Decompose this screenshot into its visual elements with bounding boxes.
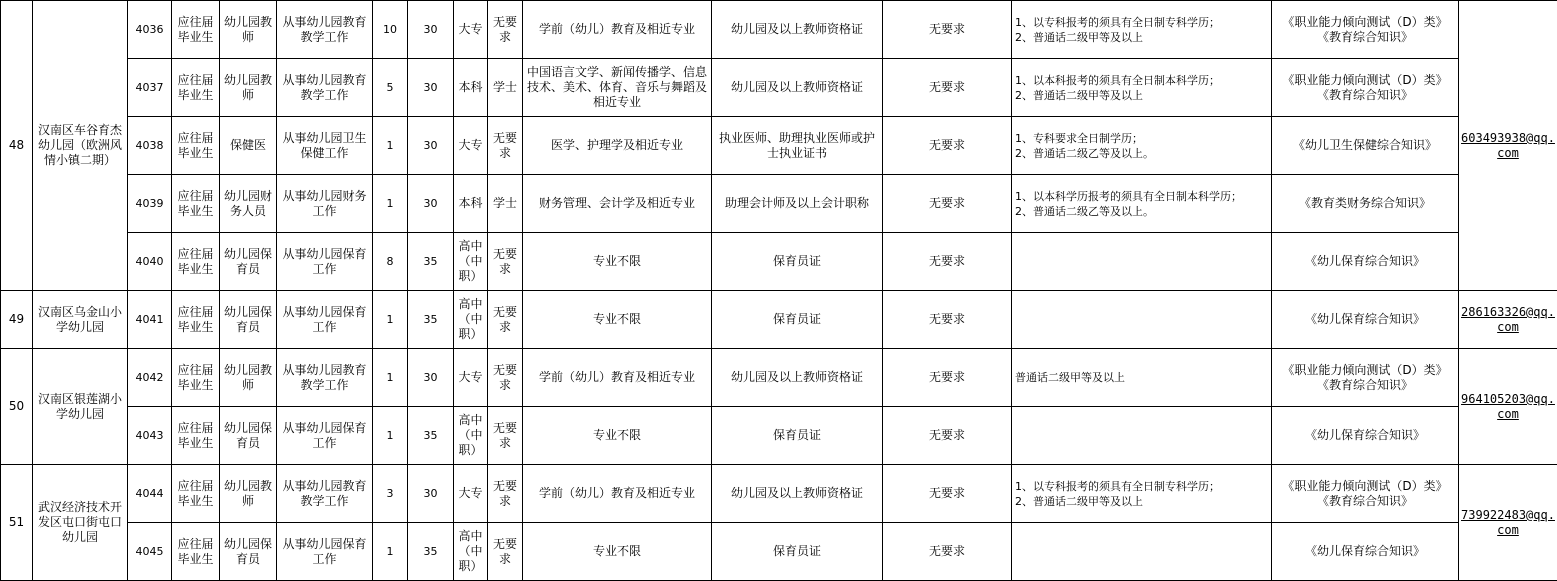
education: 高中（中职） <box>454 523 488 581</box>
exam-subject: 《教育类财务综合知识》 <box>1272 175 1459 233</box>
age-limit: 30 <box>408 117 454 175</box>
contact-email[interactable]: 964105203@qq.com <box>1459 349 1557 465</box>
education: 大专 <box>454 117 488 175</box>
post-code: 4040 <box>128 233 172 291</box>
headcount: 5 <box>373 59 408 117</box>
age-limit: 30 <box>408 1 454 59</box>
major: 医学、护理学及相近专业 <box>523 117 712 175</box>
education: 本科 <box>454 175 488 233</box>
table-row <box>1 523 1557 581</box>
headcount: 1 <box>373 349 408 407</box>
certificate: 幼儿园及以上教师资格证 <box>712 465 883 523</box>
education: 大专 <box>454 1 488 59</box>
post-code: 4041 <box>128 291 172 349</box>
headcount: 1 <box>373 523 408 581</box>
major: 财务管理、会计学及相近专业 <box>523 175 712 233</box>
degree: 无要求 <box>488 407 523 465</box>
duty: 从事幼儿园教育教学工作 <box>277 465 373 523</box>
candidate-type: 应往届毕业生 <box>172 407 220 465</box>
age-limit: 30 <box>408 59 454 117</box>
headcount: 1 <box>373 175 408 233</box>
table-row <box>1 1 1557 59</box>
position-name: 幼儿园保育员 <box>220 291 277 349</box>
other-requirements <box>1012 291 1272 349</box>
post-code: 4037 <box>128 59 172 117</box>
exam-subject: 《职业能力倾向测试（D）类》《教育综合知识》 <box>1272 349 1459 407</box>
table-row <box>1 407 1557 465</box>
headcount: 3 <box>373 465 408 523</box>
exam-subject: 《职业能力倾向测试（D）类》《教育综合知识》 <box>1272 465 1459 523</box>
age-limit: 30 <box>408 175 454 233</box>
age-limit: 35 <box>408 523 454 581</box>
duty: 从事幼儿园保育工作 <box>277 407 373 465</box>
candidate-type: 应往届毕业生 <box>172 233 220 291</box>
certificate: 执业医师、助理执业医师或护士执业证书 <box>712 117 883 175</box>
education: 高中（中职） <box>454 407 488 465</box>
other-requirements <box>1012 233 1272 291</box>
certificate: 保育员证 <box>712 523 883 581</box>
degree: 无要求 <box>488 349 523 407</box>
contact-email[interactable]: 603493938@qq.com <box>1459 1 1557 291</box>
education: 高中（中职） <box>454 291 488 349</box>
exam-subject: 《幼儿保育综合知识》 <box>1272 291 1459 349</box>
candidate-type: 应往届毕业生 <box>172 1 220 59</box>
headcount: 10 <box>373 1 408 59</box>
table-row <box>1 59 1557 117</box>
exam-subject: 《幼儿保育综合知识》 <box>1272 407 1459 465</box>
age-limit: 35 <box>408 407 454 465</box>
major: 学前（幼儿）教育及相近专业 <box>523 465 712 523</box>
degree: 无要求 <box>488 233 523 291</box>
unit-name: 汉南区银莲湖小学幼儿园 <box>33 349 128 465</box>
other-requirements <box>1012 523 1272 581</box>
candidate-type: 应往届毕业生 <box>172 349 220 407</box>
candidate-type: 应往届毕业生 <box>172 291 220 349</box>
certificate: 幼儿园及以上教师资格证 <box>712 349 883 407</box>
exam-subject: 《职业能力倾向测试（D）类》《教育综合知识》 <box>1272 1 1459 59</box>
unit-name: 汉南区乌金山小学幼儿园 <box>33 291 128 349</box>
unit-seq: 50 <box>1 349 33 465</box>
contact-email[interactable]: 739922483@qq.com <box>1459 465 1557 581</box>
other-requirements: 1、以本科学历报考的须具有全日制本科学历； 2、普通话二级乙等及以上。 <box>1012 175 1272 233</box>
certificate: 保育员证 <box>712 407 883 465</box>
other-requirements <box>1012 407 1272 465</box>
experience: 无要求 <box>883 175 1012 233</box>
education: 大专 <box>454 349 488 407</box>
table-row <box>1 117 1557 175</box>
duty: 从事幼儿园财务工作 <box>277 175 373 233</box>
table-row <box>1 291 1557 349</box>
post-code: 4042 <box>128 349 172 407</box>
duty: 从事幼儿园卫生保健工作 <box>277 117 373 175</box>
degree: 无要求 <box>488 523 523 581</box>
candidate-type: 应往届毕业生 <box>172 465 220 523</box>
degree: 学士 <box>488 59 523 117</box>
age-limit: 30 <box>408 349 454 407</box>
certificate: 助理会计师及以上会计职称 <box>712 175 883 233</box>
duty: 从事幼儿园教育教学工作 <box>277 1 373 59</box>
table-row <box>1 465 1557 523</box>
candidate-type: 应往届毕业生 <box>172 117 220 175</box>
certificate: 保育员证 <box>712 291 883 349</box>
age-limit: 30 <box>408 465 454 523</box>
age-limit: 35 <box>408 291 454 349</box>
other-requirements: 1、专科要求全日制学历； 2、普通话二级乙等及以上。 <box>1012 117 1272 175</box>
major: 学前（幼儿）教育及相近专业 <box>523 349 712 407</box>
post-code: 4038 <box>128 117 172 175</box>
other-requirements: 1、以专科报考的须具有全日制专科学历； 2、普通话二级甲等及以上 <box>1012 1 1272 59</box>
candidate-type: 应往届毕业生 <box>172 523 220 581</box>
experience: 无要求 <box>883 349 1012 407</box>
position-name: 幼儿园教师 <box>220 465 277 523</box>
degree: 无要求 <box>488 465 523 523</box>
major: 专业不限 <box>523 233 712 291</box>
major: 中国语言文学、新闻传播学、信息技术、美术、体育、音乐与舞蹈及相近专业 <box>523 59 712 117</box>
duty: 从事幼儿园教育教学工作 <box>277 349 373 407</box>
experience: 无要求 <box>883 291 1012 349</box>
other-requirements: 普通话二级甲等及以上 <box>1012 349 1272 407</box>
experience: 无要求 <box>883 523 1012 581</box>
certificate: 幼儿园及以上教师资格证 <box>712 59 883 117</box>
major: 专业不限 <box>523 523 712 581</box>
age-limit: 35 <box>408 233 454 291</box>
position-name: 幼儿园教师 <box>220 59 277 117</box>
exam-subject: 《幼儿卫生保健综合知识》 <box>1272 117 1459 175</box>
education: 大专 <box>454 465 488 523</box>
exam-subject: 《职业能力倾向测试（D）类》《教育综合知识》 <box>1272 59 1459 117</box>
table-row <box>1 233 1557 291</box>
exam-subject: 《幼儿保育综合知识》 <box>1272 523 1459 581</box>
major: 学前（幼儿）教育及相近专业 <box>523 1 712 59</box>
major: 专业不限 <box>523 407 712 465</box>
education: 高中（中职） <box>454 233 488 291</box>
post-code: 4043 <box>128 407 172 465</box>
other-requirements: 1、以专科报考的须具有全日制专科学历； 2、普通话二级甲等及以上 <box>1012 465 1272 523</box>
headcount: 8 <box>373 233 408 291</box>
post-code: 4039 <box>128 175 172 233</box>
headcount: 1 <box>373 407 408 465</box>
experience: 无要求 <box>883 407 1012 465</box>
position-name: 幼儿园教师 <box>220 1 277 59</box>
candidate-type: 应往届毕业生 <box>172 175 220 233</box>
experience: 无要求 <box>883 233 1012 291</box>
unit-name: 汉南区车谷育杰幼儿园（欧洲风情小镇二期） <box>33 1 128 291</box>
post-code: 4045 <box>128 523 172 581</box>
degree: 学士 <box>488 175 523 233</box>
major: 专业不限 <box>523 291 712 349</box>
headcount: 1 <box>373 117 408 175</box>
table-row <box>1 175 1557 233</box>
degree: 无要求 <box>488 1 523 59</box>
candidate-type: 应往届毕业生 <box>172 59 220 117</box>
experience: 无要求 <box>883 117 1012 175</box>
contact-email[interactable]: 286163326@qq.com <box>1459 291 1557 349</box>
experience: 无要求 <box>883 465 1012 523</box>
other-requirements: 1、以本科报考的须具有全日制本科学历； 2、普通话二级甲等及以上 <box>1012 59 1272 117</box>
experience: 无要求 <box>883 59 1012 117</box>
unit-name: 武汉经济技术开发区屯口街屯口幼儿园 <box>33 465 128 581</box>
unit-seq: 51 <box>1 465 33 581</box>
position-name: 幼儿园财务人员 <box>220 175 277 233</box>
unit-seq: 48 <box>1 1 33 291</box>
duty: 从事幼儿园保育工作 <box>277 233 373 291</box>
headcount: 1 <box>373 291 408 349</box>
position-name: 保健医 <box>220 117 277 175</box>
certificate: 保育员证 <box>712 233 883 291</box>
certificate: 幼儿园及以上教师资格证 <box>712 1 883 59</box>
position-name: 幼儿园保育员 <box>220 233 277 291</box>
duty: 从事幼儿园保育工作 <box>277 291 373 349</box>
position-name: 幼儿园保育员 <box>220 407 277 465</box>
unit-seq: 49 <box>1 291 33 349</box>
degree: 无要求 <box>488 117 523 175</box>
post-code: 4036 <box>128 1 172 59</box>
education: 本科 <box>454 59 488 117</box>
exam-subject: 《幼儿保育综合知识》 <box>1272 233 1459 291</box>
position-name: 幼儿园保育员 <box>220 523 277 581</box>
duty: 从事幼儿园保育工作 <box>277 523 373 581</box>
duty: 从事幼儿园教育教学工作 <box>277 59 373 117</box>
experience: 无要求 <box>883 1 1012 59</box>
table-row <box>1 349 1557 407</box>
post-code: 4044 <box>128 465 172 523</box>
degree: 无要求 <box>488 291 523 349</box>
position-name: 幼儿园教师 <box>220 349 277 407</box>
